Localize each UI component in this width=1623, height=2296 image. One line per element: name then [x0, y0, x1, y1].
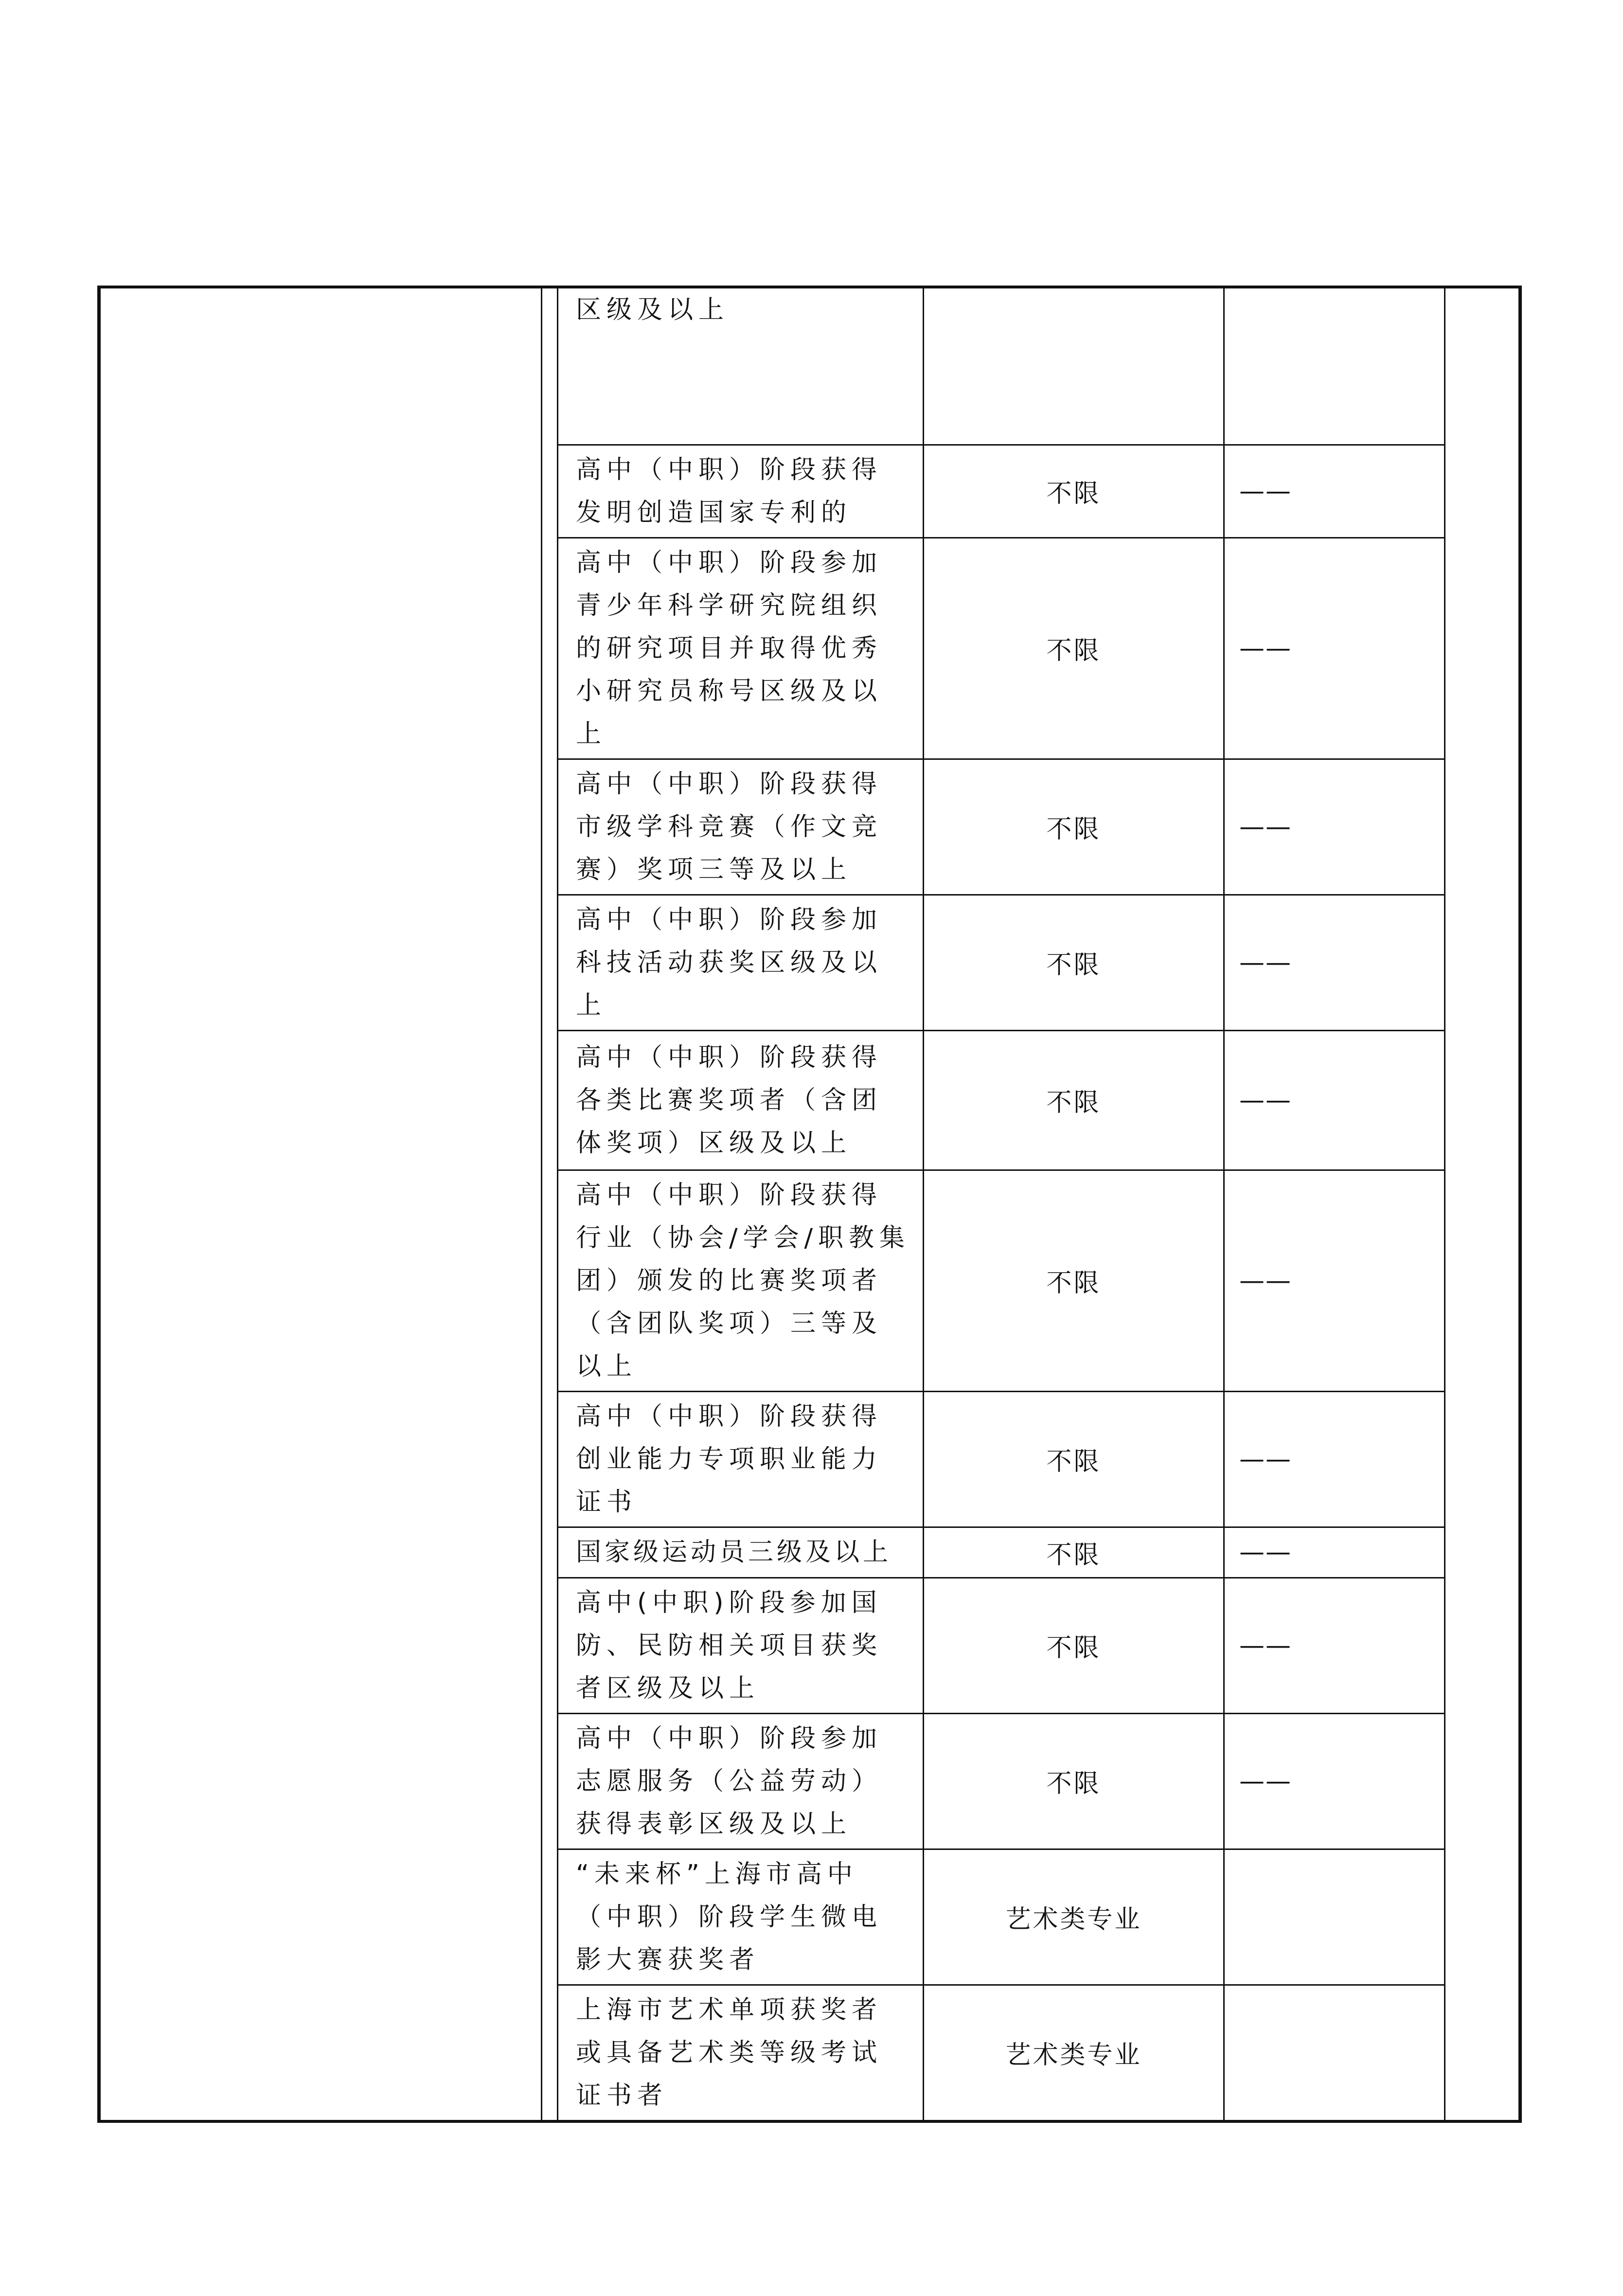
major-cell: 不限	[924, 1578, 1224, 1713]
major-cell	[924, 287, 1224, 445]
item-cell: 高中（中职）阶段参加科技活动获奖区级及以上	[558, 895, 924, 1030]
item-cell: 高中（中职）阶段参加青少年科学研究院组织的研究项目并取得优秀小研究员称号区级及以上	[558, 538, 924, 759]
item-cell: 高中(中职)阶段参加国防、民防相关项目获奖者区级及以上	[558, 1578, 924, 1713]
item-cell: 高中（中职）阶段参加志愿服务（公益劳动）获得表彰区级及以上	[558, 1713, 924, 1849]
item-cell: 上海市艺术单项获奖者或具备艺术类等级考试证书者	[558, 1985, 924, 2121]
note-cell	[1224, 1985, 1445, 2121]
table-row	[99, 287, 1520, 445]
note-cell	[1224, 287, 1445, 445]
note-cell: ——	[1224, 1391, 1445, 1527]
note-cell: ——	[1224, 1578, 1445, 1713]
major-cell: 艺术类专业	[924, 1985, 1224, 2121]
item-cell: 高中（中职）阶段获得市级学科竞赛（作文竞赛）奖项三等及以上	[558, 759, 924, 895]
major-cell: 不限	[924, 1030, 1224, 1170]
major-cell: 不限	[924, 759, 1224, 895]
major-cell: 不限	[924, 1391, 1224, 1527]
note-cell: ——	[1224, 895, 1445, 1030]
item-cell: 高中（中职）阶段获得行业（协会/学会/职教集团）颁发的比赛奖项者（含团队奖项）三等及以上	[558, 1170, 924, 1391]
note-cell: ——	[1224, 445, 1445, 538]
item-cell: 高中（中职）阶段获得创业能力专项职业能力证书	[558, 1391, 924, 1527]
merged-remarks-cell	[1445, 287, 1520, 2121]
narrow-column-cell	[542, 287, 558, 2121]
major-cell: 不限	[924, 1527, 1224, 1578]
item-cell: 高中（中职）阶段获得各类比赛奖项者（含团体奖项）区级及以上	[558, 1030, 924, 1170]
item-cell: 国家级运动员三级及以上	[558, 1527, 924, 1578]
note-cell: ——	[1224, 538, 1445, 759]
item-cell: 高中（中职）阶段获得发明创造国家专利的	[558, 445, 924, 538]
item-cell: 区级及以上	[558, 287, 924, 445]
award-criteria-table	[97, 286, 1522, 2123]
item-cell: “未来杯”上海市高中（中职）阶段学生微电影大赛获奖者	[558, 1849, 924, 1985]
major-cell: 不限	[924, 1170, 1224, 1391]
major-cell: 艺术类专业	[924, 1849, 1224, 1985]
note-cell: ——	[1224, 1170, 1445, 1391]
note-cell: ——	[1224, 1713, 1445, 1849]
note-cell	[1224, 1849, 1445, 1985]
note-cell: ——	[1224, 1030, 1445, 1170]
major-cell: 不限	[924, 445, 1224, 538]
major-cell: 不限	[924, 895, 1224, 1030]
note-cell: ——	[1224, 1527, 1445, 1578]
major-cell: 不限	[924, 1713, 1224, 1849]
major-cell: 不限	[924, 538, 1224, 759]
merged-category-cell	[99, 287, 542, 2121]
note-cell: ——	[1224, 759, 1445, 895]
